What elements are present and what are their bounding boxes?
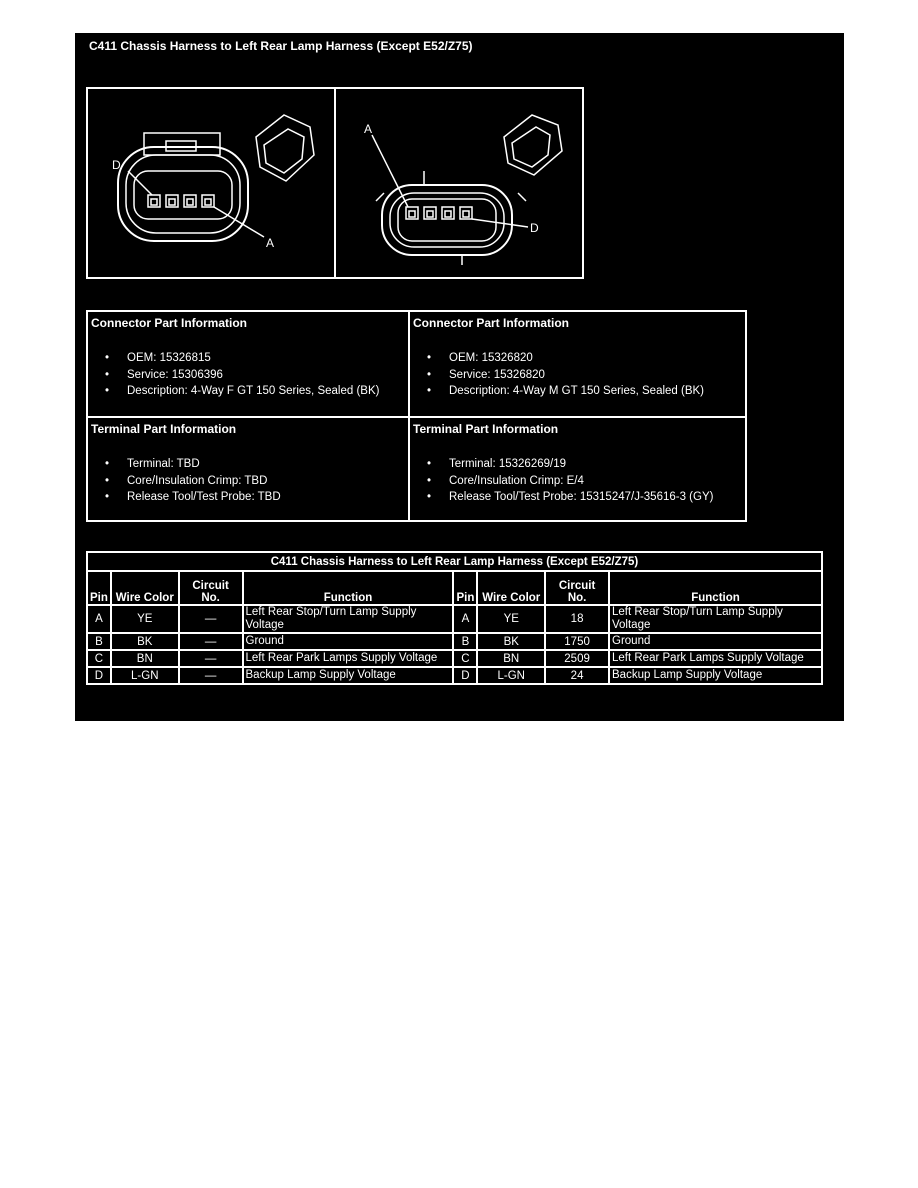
section-heading: Terminal Part Information bbox=[413, 422, 559, 436]
connector-figure bbox=[86, 87, 584, 279]
table-cell: Left Rear Park Lamps Supply Voltage bbox=[243, 650, 454, 667]
list-item: • Service: 15326820 bbox=[413, 369, 704, 386]
table-cell: BN bbox=[477, 650, 545, 667]
table-cell: B bbox=[87, 633, 111, 650]
table-cell: — bbox=[179, 605, 243, 633]
table-cell: D bbox=[453, 667, 477, 684]
table-cell: D bbox=[87, 667, 111, 684]
list-item: • Release Tool/Test Probe: 15315247/J-35616-3 (GY) bbox=[413, 491, 713, 508]
table-cell: 24 bbox=[545, 667, 609, 684]
table-cell: YE bbox=[477, 605, 545, 633]
table-cell: 18 bbox=[545, 605, 609, 633]
table-cell: L-GN bbox=[111, 667, 179, 684]
list-item: • Terminal: TBD bbox=[91, 458, 281, 475]
table-row bbox=[87, 633, 822, 650]
table-cell: Backup Lamp Supply Voltage bbox=[609, 667, 822, 684]
table-cell: BK bbox=[477, 633, 545, 650]
table-cell: L-GN bbox=[477, 667, 545, 684]
table-cell: — bbox=[179, 667, 243, 684]
table-cell: 1750 bbox=[545, 633, 609, 650]
list-item: • Release Tool/Test Probe: TBD bbox=[91, 491, 281, 508]
table-caption: C411 Chassis Harness to Left Rear Lamp Harness (Except E52/Z75) bbox=[87, 552, 822, 571]
right-label-a: A bbox=[364, 122, 373, 136]
table-cell: C bbox=[453, 650, 477, 667]
table-cell: A bbox=[87, 605, 111, 633]
list-item: • OEM: 15326815 bbox=[91, 352, 379, 369]
list-item: • Service: 15306396 bbox=[91, 369, 379, 386]
table-row bbox=[87, 605, 822, 633]
table-cell: Left Rear Stop/Turn Lamp Supply Voltage bbox=[243, 605, 454, 633]
column-header: Pin bbox=[87, 571, 111, 605]
list-item: • Core/Insulation Crimp: TBD bbox=[91, 475, 281, 492]
table-cell: — bbox=[179, 633, 243, 650]
pinout-table bbox=[86, 551, 823, 685]
document-panel bbox=[75, 33, 844, 721]
list-item: • Description: 4-Way M GT 150 Series, Sealed (BK) bbox=[413, 385, 704, 402]
column-header: Wire Color bbox=[477, 571, 545, 605]
table-cell: Left Rear Park Lamps Supply Voltage bbox=[609, 650, 822, 667]
connector-info-male bbox=[413, 316, 704, 402]
left-label-d: D bbox=[112, 158, 121, 172]
table-cell: BK bbox=[111, 633, 179, 650]
table-row bbox=[87, 667, 822, 684]
table-cell: Ground bbox=[609, 633, 822, 650]
terminal-info-female bbox=[91, 422, 281, 508]
table-cell: A bbox=[453, 605, 477, 633]
connector-drawing bbox=[88, 89, 586, 281]
left-label-a: A bbox=[266, 236, 275, 250]
table-cell: BN bbox=[111, 650, 179, 667]
section-heading: Connector Part Information bbox=[413, 316, 570, 330]
column-header: Function bbox=[609, 571, 822, 605]
table-cell: B bbox=[453, 633, 477, 650]
table-cell: 2509 bbox=[545, 650, 609, 667]
list-item: • Terminal: 15326269/19 bbox=[413, 458, 713, 475]
part-information-grid bbox=[86, 310, 747, 522]
table-row bbox=[87, 650, 822, 667]
page-title: C411 Chassis Harness to Left Rear Lamp Harness (Except E52/Z75) bbox=[89, 39, 473, 53]
terminal-info-male bbox=[413, 422, 713, 508]
right-label-d: D bbox=[530, 221, 539, 235]
column-header: Pin bbox=[453, 571, 477, 605]
column-header: Wire Color bbox=[111, 571, 179, 605]
column-header: Circuit No. bbox=[179, 571, 243, 605]
table-cell: Backup Lamp Supply Voltage bbox=[243, 667, 454, 684]
grid-divider-horizontal bbox=[88, 416, 745, 418]
section-heading: Connector Part Information bbox=[91, 316, 248, 330]
table-cell: Ground bbox=[243, 633, 454, 650]
table-cell: YE bbox=[111, 605, 179, 633]
table-cell: Left Rear Stop/Turn Lamp Supply Voltage bbox=[609, 605, 822, 633]
list-item: • Description: 4-Way F GT 150 Series, Sealed (BK) bbox=[91, 385, 379, 402]
column-header: Function bbox=[243, 571, 454, 605]
list-item: • Core/Insulation Crimp: E/4 bbox=[413, 475, 713, 492]
section-heading: Terminal Part Information bbox=[91, 422, 237, 436]
connector-info-female bbox=[91, 316, 379, 402]
list-item: • OEM: 15326820 bbox=[413, 352, 704, 369]
column-header: Circuit No. bbox=[545, 571, 609, 605]
table-cell: C bbox=[87, 650, 111, 667]
table-cell: — bbox=[179, 650, 243, 667]
